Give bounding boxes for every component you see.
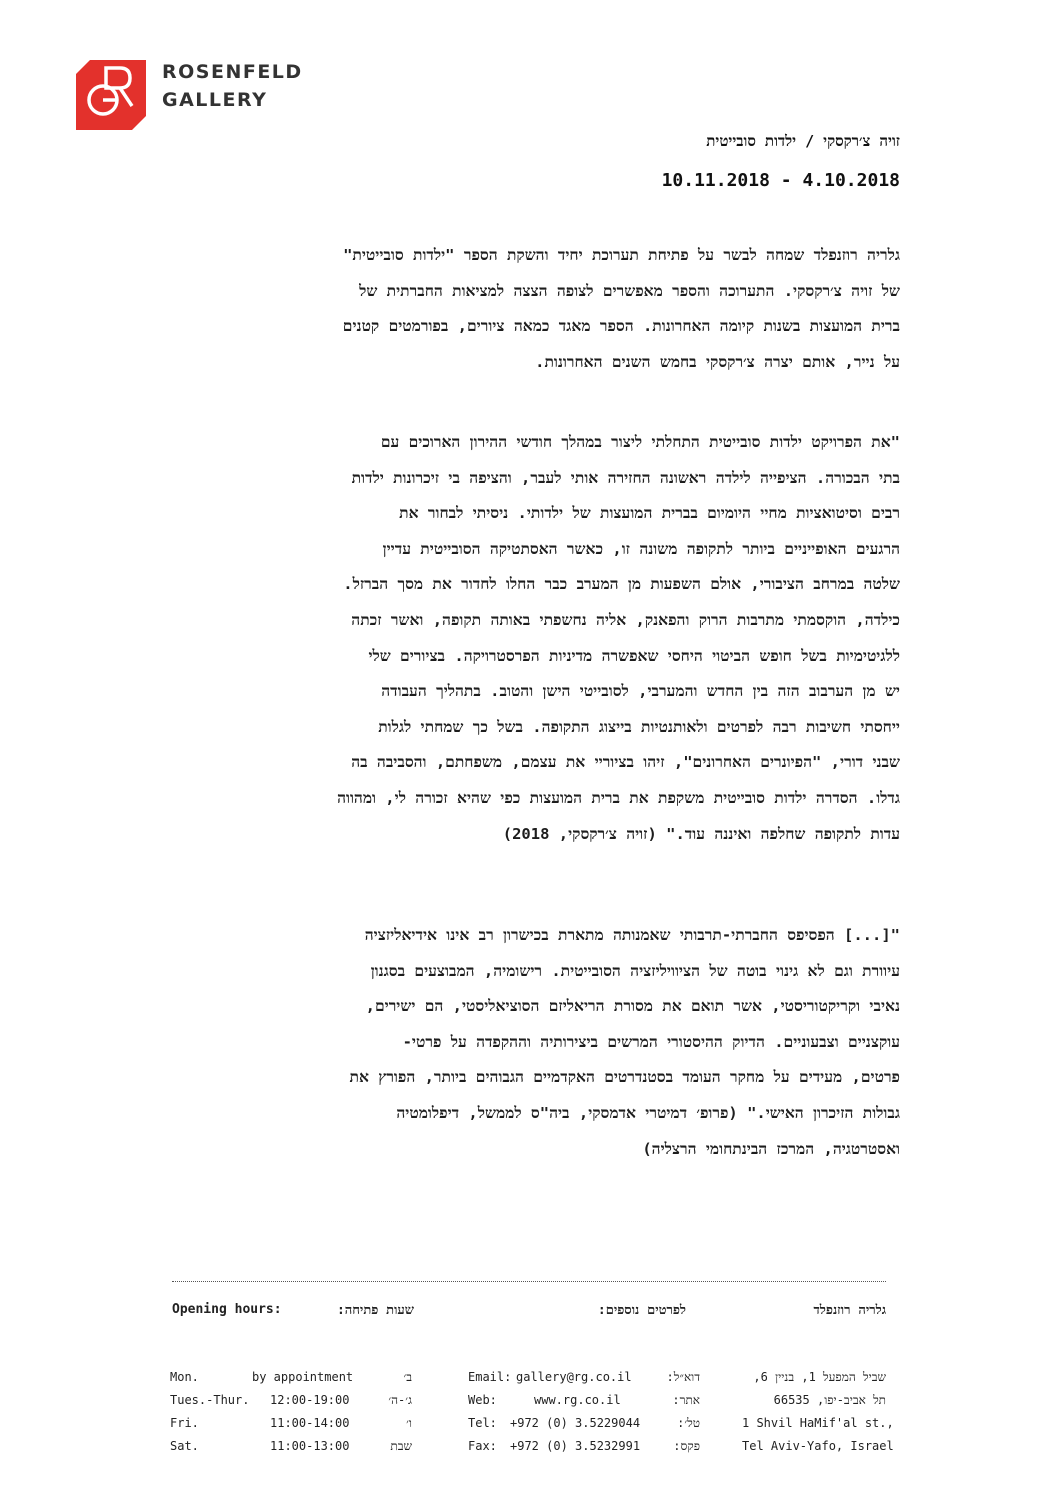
contact-label-en: Fax: xyxy=(468,1439,497,1453)
paragraph-line: בתי הבכורה. הציפייה לילדה ראשונה החזירה אותי לעבר, והציפה בי זיכרונות ילדות xyxy=(351,468,900,487)
hours-day-en: Mon. xyxy=(170,1370,199,1384)
paragraph-line: הרגעים האופייניים ביותר לתקופה משונה זו, כאשר האסתטיקה הסובייטית עדיין xyxy=(382,539,900,558)
paragraph-line: "את הפרויקט ילדות סובייטית התחלתי ליצור במהלך חודשי ההירון הארוכים עם xyxy=(380,433,900,451)
more-details-label: לפרטים נוספים: xyxy=(597,1303,686,1318)
address-line: Tel Aviv-Yafo, Israel xyxy=(742,1439,894,1453)
artist-quote-paragraph xyxy=(160,425,900,852)
hours-time: 11:00-13:00 xyxy=(270,1439,350,1453)
paragraph-line: גדלו. הסדרה ילדות סובייטית משקפת את ברית המועצות כפי שהיא זכורה לי, ומהווה xyxy=(337,788,900,807)
hours-day-he: ג׳-ה׳ xyxy=(388,1393,412,1407)
website-link[interactable]: www.rg.co.il xyxy=(534,1393,621,1407)
paragraph-line: שלטה במרחב הציבורי, אולם השפעות מן המערב כבר החלו לחדור את מסך הברזל. xyxy=(343,575,900,594)
gallery-name xyxy=(162,58,303,114)
contact-label-en: Tel: xyxy=(468,1416,497,1430)
paragraph-line: כילדה, הוקסמתי מתרבות הרוק והפאנק, אליה נחשפתי באותה תקופה, ואשר זכתה xyxy=(351,610,900,629)
exhibition-dates: 10.11.2018 - 4.10.2018 xyxy=(661,170,900,191)
fax-number: +972 (0) 3.5232991 xyxy=(510,1439,641,1453)
critic-quote-paragraph xyxy=(160,918,900,1167)
paragraph-line: יש מן הערבוב הזה בין החדש והמערבי, לסובייטי הישן והטוב. בתהליך העבודה xyxy=(381,682,900,701)
hours-day-he: ו׳ xyxy=(406,1416,412,1430)
hours-day-en: Tues.-Thur. xyxy=(170,1393,250,1407)
paragraph-line: עדות לתקופה שחלפה ואיננה עוד." (זויה צ׳רקסקי, 2018) xyxy=(502,824,900,843)
paragraph-line: גלריה רוזנפלד שמחה לבשר על פתיחת תערוכת יחיד והשקת הספר "ילדות סובייטית" xyxy=(343,246,900,264)
hours-time: 12:00-19:00 xyxy=(270,1393,350,1407)
paragraph-line: ברית המועצות בשנות קיומה האחרונות. הספר מאגד כמאה ציורים, בפורמטים קטנים xyxy=(342,317,900,336)
gallery-name-line1: ROSENFELD xyxy=(162,61,303,83)
paragraph-line: עוקצניים וצבעוניים. הדיוק ההיסטורי המרשים ביצירותיה וההקפדה על פרטי- xyxy=(402,1032,900,1051)
contact-label-he: דוא״ל: xyxy=(666,1370,700,1384)
paragraph-line: רבים וסיטואציות מחיי היומיום בברית המועצות של ילדותי. ניסיתי לבחור את xyxy=(399,504,900,523)
footer-divider xyxy=(172,1281,886,1282)
paragraph-line: שבני דורי, "הפיונרים האחרונים", זיהו בציוריי את עצמם, משפחתם, והסביבה בה xyxy=(351,753,900,772)
opening-hours-label-he: שעות פתיחה: xyxy=(336,1303,414,1318)
opening-hours-label-en: Opening hours: xyxy=(172,1302,282,1317)
hours-time: 11:00-14:00 xyxy=(270,1416,350,1430)
paragraph-line: עיוורת וגם לא גינוי בוטה של הציוויליזציה הסובייטית. רישומיה, המבוצעים בסגנון xyxy=(370,961,900,980)
gallery-name-he: גלריה רוזנפלד xyxy=(813,1303,886,1318)
gallery-logo-icon xyxy=(76,60,146,130)
gallery-name-line2: GALLERY xyxy=(162,89,268,111)
paragraph-line: נאיבי וקריקטוריסטי, אשר תואם את מסורת הריאליזם הסוציאליסטי, הם ישירים, xyxy=(365,997,900,1016)
contact-label-en: Web: xyxy=(468,1393,497,1407)
intro-paragraph xyxy=(160,238,900,380)
paragraph-line: ייחסתי חשיבות רבה לפרטים ולאותנטיות בייצוג התקופה. בשל כך שמחתי לגלות xyxy=(378,717,900,736)
address-line: תל אביב-יפו, 66535 xyxy=(773,1393,886,1407)
contact-label-he: אתר: xyxy=(672,1393,700,1407)
hours-day-he: ב׳ xyxy=(403,1370,412,1384)
email-link[interactable]: gallery@rg.co.il xyxy=(516,1370,632,1384)
hours-day-he: שבת xyxy=(390,1439,412,1453)
paragraph-line: ללגיטימיות בשל חופש הביטוי היחסי שאפשרה מדיניות הפרסטרויקה. בציורים שלי xyxy=(368,646,900,665)
phone-number: +972 (0) 3.5229044 xyxy=(510,1416,641,1430)
hours-day-en: Sat. xyxy=(170,1439,199,1453)
address-line: שביל המפעל 1, בניין 6, xyxy=(753,1370,886,1384)
address-line: 1 Shvil HaMif'al st., xyxy=(742,1416,894,1430)
contact-label-en: Email: xyxy=(468,1370,512,1384)
paragraph-line: של זויה צ׳רקסקי. התערוכה והספר מאפשרים לצופה הצצה למציאות החברתית של xyxy=(359,281,900,300)
hours-time: by appointment xyxy=(252,1370,354,1384)
paragraph-line: "[...] הפסיפס החברתי-תרבותי שאמנותה מתארת בכישרון רב אינו אידיאליזציה xyxy=(364,926,900,944)
hours-day-en: Fri. xyxy=(170,1416,199,1430)
paragraph-line: ואסטרטגיה, המרכז הבינתחומי הרצליה) xyxy=(642,1139,900,1158)
paragraph-line: על נייר, אותם יצרה צ׳רקסקי בחמש השנים האחרונות. xyxy=(535,352,900,371)
contact-label-he: טל׳: xyxy=(677,1416,700,1430)
contact-label-he: פקס: xyxy=(673,1439,700,1453)
paragraph-line: פרטים, מעידים על מחקר העומד בסטנדרטים האקדמיים הגבוהים ביותר, הפורץ את xyxy=(349,1068,900,1087)
exhibition-title: זויה צ׳רקסקי / ילדות סובייטית xyxy=(706,132,900,150)
paragraph-line: גבולות הזיכרון האישי." (פרופ׳ דמיטרי אדמסקי, ביה"ס לממשל, דיפלומטיה xyxy=(396,1103,900,1122)
